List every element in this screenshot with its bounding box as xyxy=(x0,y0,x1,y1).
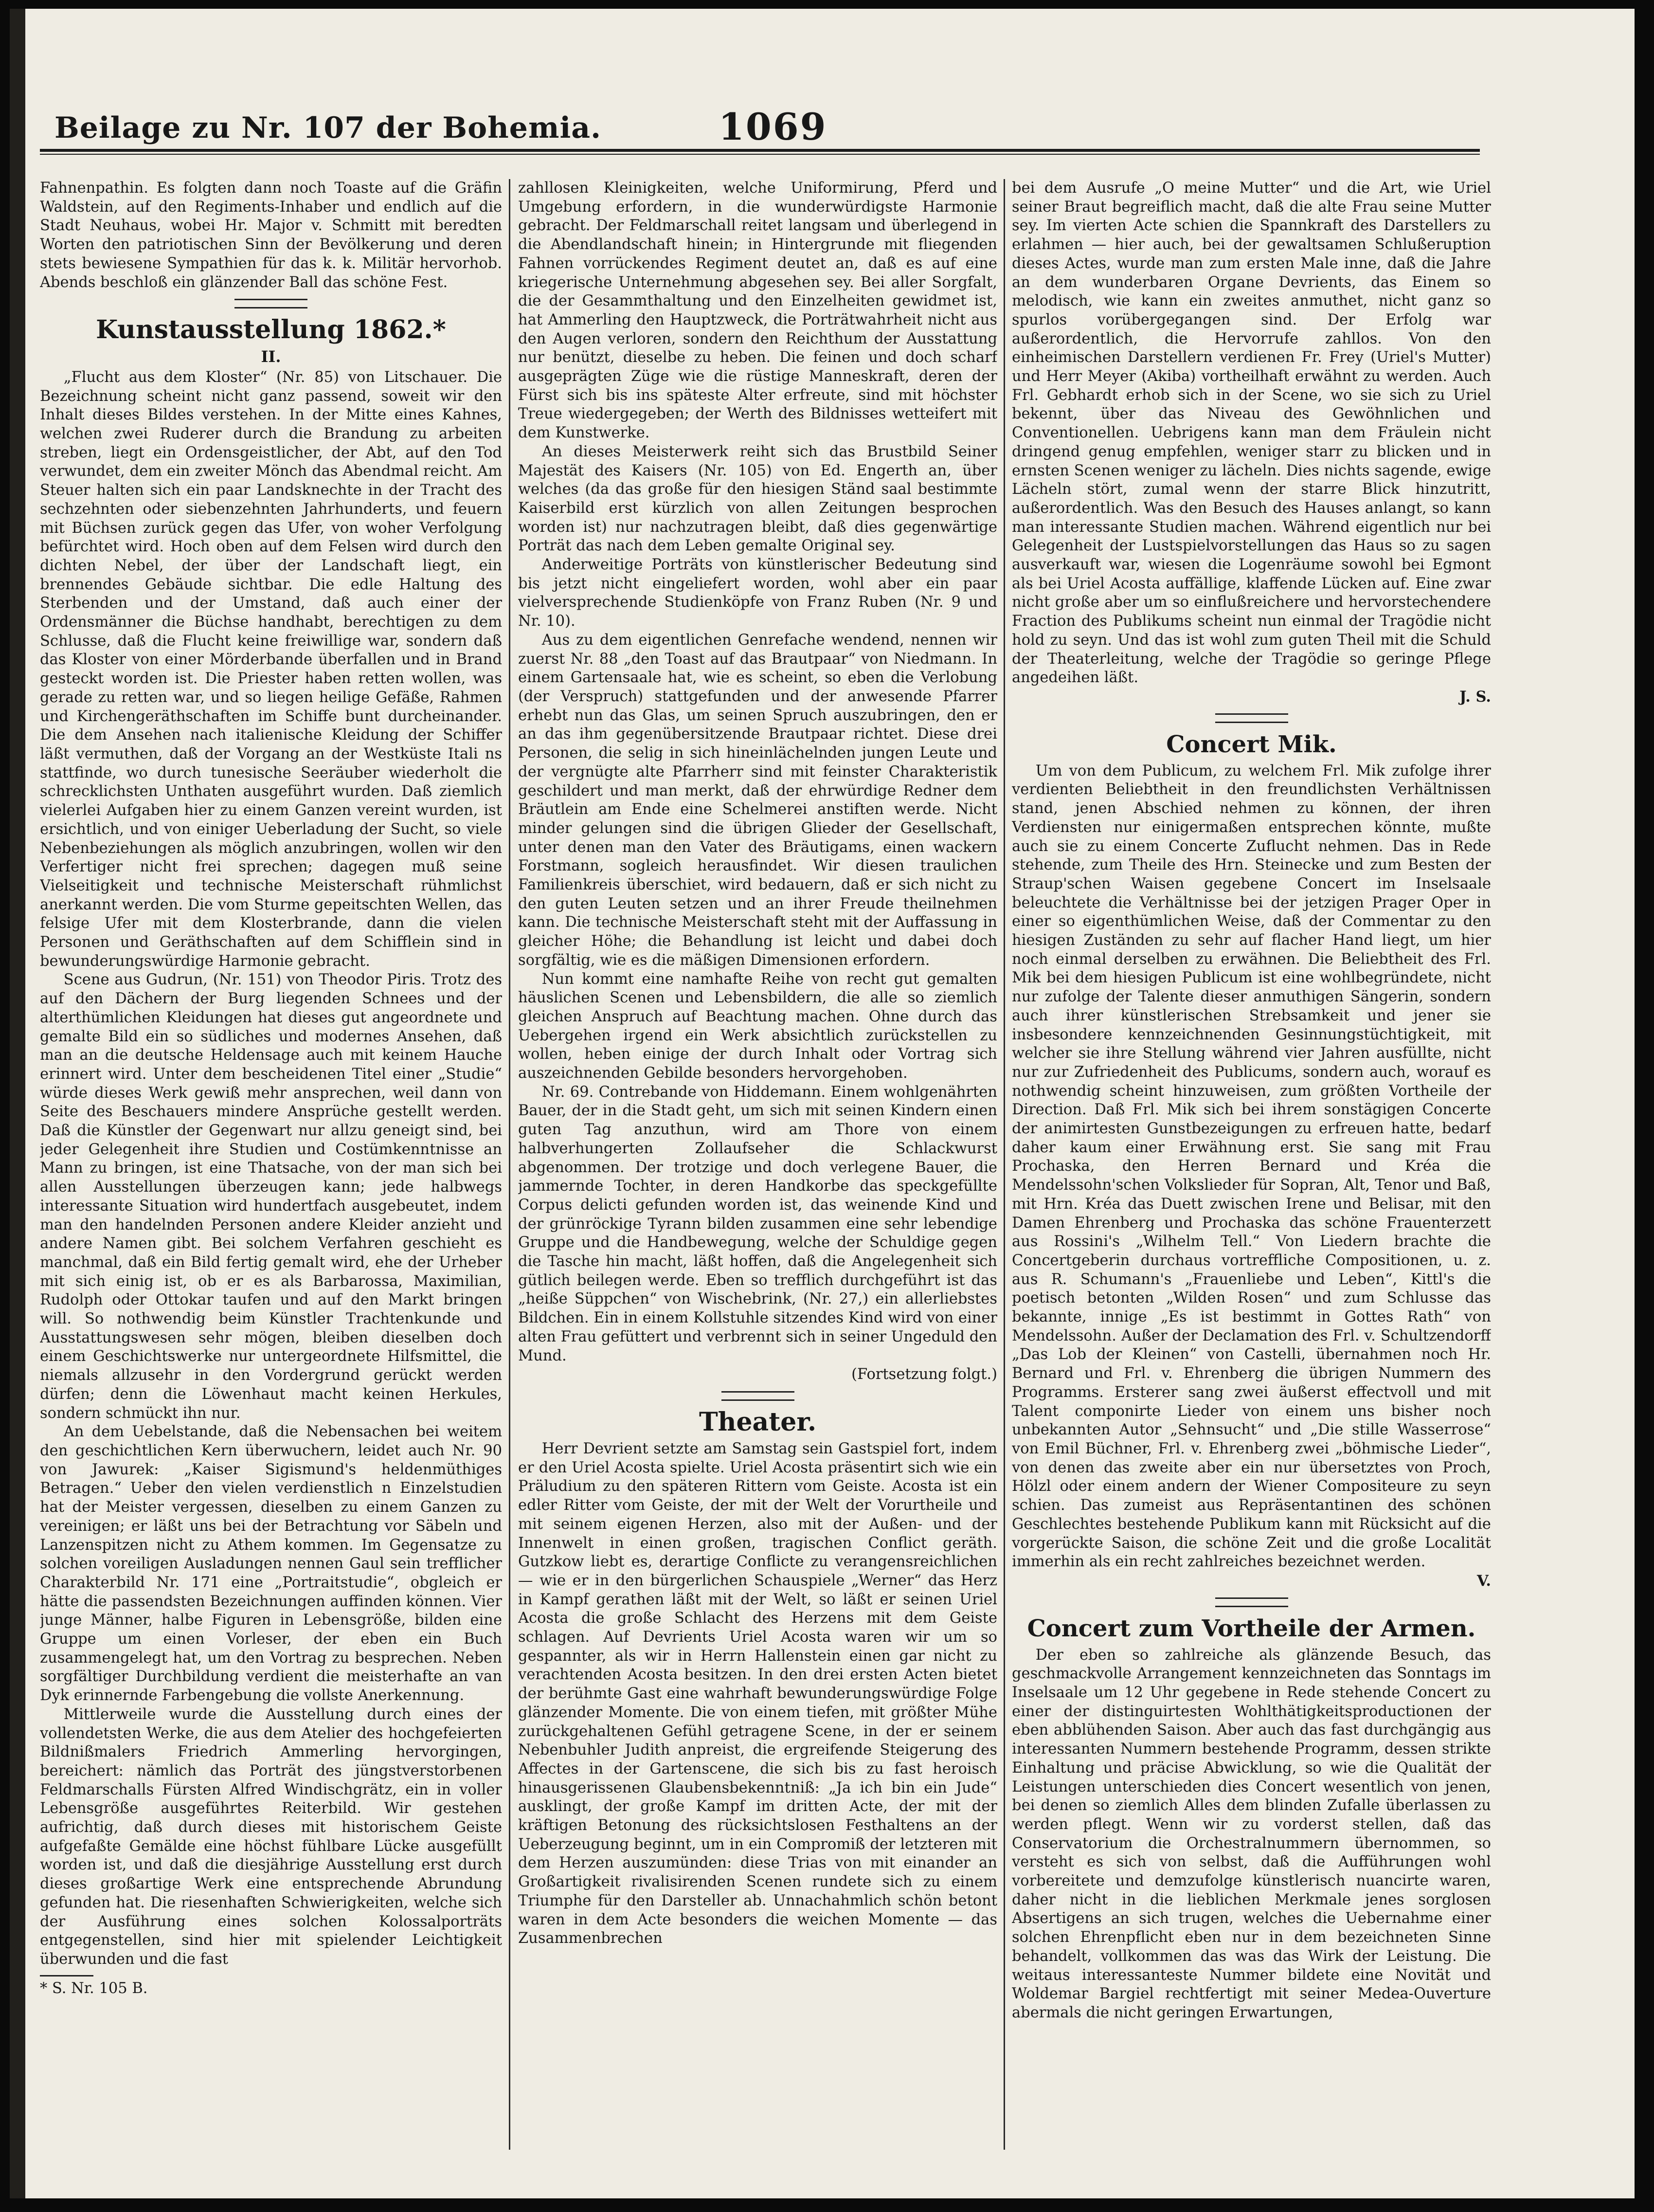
signature: V. xyxy=(1477,1572,1491,1590)
paragraph: Mittlerweile wurde die Ausstellung durch eines der vollendetsten Werke, die aus dem Atelier des hochgefeierten Bildnißmalers Friedrich Ammerling hervorgingen, bereichert: nämlich das Porträt des jüngstverstorbenen Feldmarschalls Fürsten Alfred Windischgrätz, ein in voller Lebensgröße ausgeführtes Reiterbild. Wir gestehen aufrichtig, daß durch dieses mit historischem Geiste aufgefaßte Gemälde eine höchst fühlbare Lücke ausgefüllt worden ist, und daß die diesjährige Ausstellung erst durch dieses großartige Werk eine entsprechende Abrundung gefunden hat. Die riesenhaften Schwierigkeiten, welche sich der Ausführung eines solchen Kolossalporträts entgegenstellen, sind hier mit spielender Leichtigkeit überwunden und die fast xyxy=(40,1705,502,1968)
paragraph: Der eben so zahlreiche als glänzende Besuch, das geschmackvolle Arrangement kennzeichneten das Sonntags im Inselsaale um 12 Uhr gegebene in Rede stehende Concert zu einer der distinguirtesten Wohlthätigkeitsproductionen der eben abblühenden Saison. Aber auch das fast durchgängig aus interessanten Nummern bestehende Programm, dessen strikte Einhaltung und präcise Abwicklung, so wie die Qualität der Leistungen unterschieden dies Concert wesentlich von jenen, bei denen so ziemlich Alles dem blinden Zufalle überlassen zu werden pflegt. Wenn wir zu vorderst stellen, daß das Conservatorium die Orchestralnummern übernommen, so versteht es sich von selbst, daß die Aufführungen wohl vorbereitete und demzufolge künstlerisch nuancirte waren, daher nicht in die lieblichen Merkmale jenes sorglosen Absertigens an sich trugen, welches die Uebernahme einer solchen Ehrenpflicht eben nur in dem bezeichneten Sinne behandelt, vollkommen das was das Wirk der Leistung. Die weitaus interessanteste Nummer bildete eine Novität und Woldemar Bargiel rechtfertigt mit seiner Medea-Ouverture abermals die nicht geringen Erwartungen, xyxy=(1012,1646,1491,2021)
theater-title: Theater. xyxy=(699,1407,817,1437)
paragraph: Anderweitige Porträts von künstlerischer Bedeutung sind bis jetzt nicht eingeliefert worden, wohl aber ein paar vielversprechende Studienköpfe von Franz Ruben (Nr. 9 und Nr. 10). xyxy=(518,556,997,630)
paragraph: Herr Devrient setzte am Samstag sein Gastspiel fort, indem er den Uriel Acosta spielte. Uriel Acosta präsentirt sich wie ein Präludium zu den späteren Rittern vom Geiste. Acosta ist ein edler Ritter vom Geiste, der mit der Welt der Vorurtheile und mit seinem eigenen Herzen, also mit der Außen- und der Innenwelt in einen großen, tragischen Conflict geräth. Gutzkow liebt es, derartige Conflicte zu verangensreichlichen — wie er in den bürgerlichen Schauspiele „Werner“ das Herz in Kampf gerathen läßt mit der Welt, so läßt er seinen Uriel Acosta die große Schlacht des Herzens mit dem Geiste schlagen. Auf Devrients Uriel Acosta waren wir um so gespannter, als wir in Herrn Hallenstein einen gar nicht zu verachtenden Acosta besitzen. In den drei ersten Acten bietet der berühmte Gast eine wahrhaft bewunderungswürdige Folge glänzender Momente. Die von einem tiefen, mit größter Mühe zurückgehaltenen Gefühl getragene Scene, in der er seinem Nebenbuhler Judith anpreist, die ergreifende Steigerung des Affectes in der Gartenscene, die sich bis zu fast heroisch hinausgerissenen Glaubensbekenntniß: „Ja ich bin ein Jude“ ausklingt, der große Kampf im dritten Acte, der mit der kräftigen Betonung des rücksichtslosen Festhaltens an der Ueberzeugung beginnt, um in ein Compromiß der letzteren mit dem Herzen auszumünden: diese Trias von mit einander an Großartigkeit rivalisirenden Scenen rundete sich zu einem Triumphe für den Darsteller ab. Unnachahmlich schön betont waren in dem Acte besonders die weichen Momente — das Zusammenbrechen xyxy=(518,1440,997,1947)
paragraph: An dieses Meisterwerk reiht sich das Brustbild Seiner Majestät des Kaisers (Nr. 105) von Ed. Engerth an, über welches (da das große für den hiesigen Ständ saal bestimmte Kaiserbild erst kürzlich von allen Zeitungen besprochen worden ist) nur nachzutragen bleibt, daß dies gegenwärtige Porträt das nach dem Leben gemalte Original sey. xyxy=(518,443,997,555)
header-rule xyxy=(40,149,1480,152)
column-divider xyxy=(509,179,510,2150)
paragraph: Nun kommt eine namhafte Reihe von recht gut gemalten häuslichen Scenen und Lebensbildern, die alle so ziemlich gleichen Anspruch auf Beachtung machen. Ohne durch das Uebergehen irgend ein Werk absichtlich zurückstellen zu wollen, heben einige der durch Inhalt oder Vortrag sich auszeichnenden Gebilde besonders hervorgehoben. xyxy=(518,970,997,1082)
newspaper-page xyxy=(10,9,1635,2198)
page-number: 1069 xyxy=(719,105,827,148)
paragraph: Scene aus Gudrun, (Nr. 151) von Theodor Piris. Trotz des auf den Dächern der Burg liegenden Schnees und der alterthümlichen Kleidungen hat dieses gut angeordnete und gemalte Bild ein so südliches und modernes Ansehen, daß man an die deutsche Heldensage auch mit keinem Hauche erinnert wird. Unter dem bescheidenen Titel einer „Studie“ würde dieses Werk gewiß mehr ansprechen, weil dann von Seite des Beschauers mindere Ansprüche gestellt werden. Daß die Künstler der Gegenwart nur allzu geneigt sind, bei jeder Gelegenheit ihre Studien und Costümkenntnisse an Mann zu bringen, ist eine Thatsache, von der man sich bei allen Ausstellungen überzeugen kann; jede halbwegs interessante Situation wird hundertfach ausgebeutet, indem man den handelnden Personen andere Kleider anzieht und andere Namen gibt. Bei solchem Verfahren geschieht es manchmal, daß ein Bild fertig gemalt wird, ehe der Urheber mit sich einig ist, ob er es als Barbarossa, Maximilian, Rudolph oder Ottokar taufen und auf den Markt bringen will. So nothwendig beim Künstler Trachtenkunde und Ausstattungswesen sehr mögen, bleiben dieselben doch einem Geschichtswerke nur untergeordnete Hilfsmittel, die niemals allzusehr in den Vordergrund gerückt werden dürfen; denn die Löwenhaut macht keinen Herkules, sondern schmückt ihn nur. xyxy=(40,971,502,1422)
column-2 xyxy=(518,179,997,2135)
paragraph: An dem Uebelstande, daß die Nebensachen bei weitem den geschichtlichen Kern überwuchern, leidet auch Nr. 90 von Jawurek: „Kaiser Sigismund's heldenmüthiges Betragen.“ Ueber den vielen verdienstlich n Einzelstudien hat der Meister vergessen, dieselben zu einem Ganzen zu vereinigen; er läßt uns bei der Betrachtung vor Säbeln und Lanzenspitzen nicht zu Athem kommen. Im Gegensatze zu solchen voreiligen Ausladungen nennen Gaul sein trefflicher Charakterbild Nr. 171 eine „Portraitstudie“, obgleich er hätte die passendsten Bezeichnungen auffinden können. Vier junge Männer, halbe Figuren in Lebensgröße, bilden eine Gruppe um einen Vorleser, der eben ein Buch zusammengelegt hat, um den Vortrag zu besprechen. Neben sorgfältiger Durchbildung verdient die meisterhafte an van Dyk erinnernde Farbengebung die vollste Anerkennung. xyxy=(40,1423,502,1704)
section-separator xyxy=(1215,713,1288,723)
paragraph: Um von dem Publicum, zu welchem Frl. Mik zufolge ihrer verdienten Beliebtheit in den freundlichsten Verhältnissen stand, jenen Abschied nehmen zu können, der ihren Verdiensten nur einigermaßen entsprechen könnte, mußte auch sie zu einem Concerte Zuflucht nehmen. Das in Rede stehende, zum Theile des Hrn. Steinecke und zum Besten der Straup'schen Waisen gegebene Concert im Inselsaale beleuchtete die Verhältnisse bei der jetzigen Prager Oper in einer so eigenthümlichen Weise, daß der Commentar zu den hiesigen Zuständen zu sehr auf flacher Hand liegt, um hier noch einmal derselben zu erwähnen. Die Beliebtheit des Frl. Mik bei dem hiesigen Publicum ist eine wohlbegründete, nicht nur zufolge der Talente dieser anmuthigen Sängerin, sondern auch ihrer künstlerischen Strebsamkeit und jener sie insbesondere kennzeichnenden Gesinnungstüchtigkeit, mit welcher sie ihre Stellung während vier Jahren ausfüllte, nicht nur zur Zufriedenheit des Publicums, sondern auch, worauf es nothwendig scheint hinzuweisen, zum größten Vortheile der Direction. Daß Frl. Mik sich bei ihrem sonstägigen Concerte der animirtesten Gunstbezeigungen zu erfreuen hatte, bedarf daher kaum einer Erwähnung erst. Sie sang mit Frau Prochaska, den Herren Bernard und Kréa die Mendelssohn'schen Volkslieder für Sopran, Alt, Tenor und Baß, mit Hrn. Kréa das Duett zwischen Irene und Belisar, mit den Damen Ehrenberg und Prochaska das schöne Frauenterzett aus Rossini's „Wilhelm Tell.“ Von Liedern brachte die Concertgeberin durchaus vortreffliche Compositionen, u. z. aus R. Schumann's „Frauenliebe und Leben“, Kittl's die poetisch betonten „Wilden Rosen“ und zum Schlusse das bekannte, innige „Es ist bestimmt in Gottes Rath“ von Mendelssohn. Außer der Declamation des Frl. v. Schultzendorff „Das Lob der Kleinen“ von Castelli, übernahmen noch Hr. Bernard und Frl. v. Ehrenberg die übrigen Nummern des Programms. Ersterer sang zwei äußerst effectvoll und mit Talent componirte Lieder von einem uns bisher noch unbekannten Autor „Sehnsucht“ und „Die stille Wasserrose“ von Emil Büchner, Frl. v. Ehrenberg zwei „böhmische Lieder“, von denen das zweite aber ein nur übersetztes von Proch, Hölzl oder einem andern der Wiener Compositeure zu seyn schien. Das zumeist aus Repräsentantinen des schönen Geschlechtes bestehende Publikum kann mit Rücksicht auf die vorgerückte Saison, die schöne Zeit und die große Localität immerhin als ein recht zahlreiches bezeichnet werden. xyxy=(1012,762,1491,1571)
continuation-note: (Fortsetzung folgt.) xyxy=(851,1366,997,1383)
footnote-rule xyxy=(40,1975,93,1976)
column-divider xyxy=(1004,179,1005,2150)
paragraph: zahllosen Kleinigkeiten, welche Uniformirung, Pferd und Umgebung erfordern, in die wunderwürdigste Harmonie gebracht. Der Feldmarschall reitet langsam und überlegend in die Abendlandschaft hinein; in Hintergrunde mit fliegenden Fahnen vorrückendes Regiment deutet an, daß es auf eine kriegerische Unternehmung abgesehen sey. Bei aller Sorgfalt, die der Gesammthaltung und den Einzelheiten gewidmet ist, hat Ammerling den Hauptzweck, die Porträtwahrheit nicht aus den Augen verloren, sondern den Reichthum der Ausstattung nur benützt, dieselbe zu heben. Die feinen und doch scharf ausgeprägten Züge wie die rüstige Manneskraft, deren der Fürst sich bis ins späteste Alter erfreute, sind mit höchster Treue wiedergegeben; der Werth des Bildnisses wetteifert mit dem Kunstwerke. xyxy=(518,180,997,442)
section-separator xyxy=(234,299,307,308)
section-separator xyxy=(721,1391,794,1401)
concert-armen-title: Concert zum Vortheile der Armen. xyxy=(1027,1614,1476,1642)
paragraph: Aus zu dem eigentlichen Genrefache wendend, nennen wir zuerst Nr. 88 „den Toast auf das Brautpaar“ von Niedmann. In einem Gartensaale hat, wie es scheint, so eben die Verlobung (der Verspruch) stattgefunden und der anwesende Pfarrer erhebt nun das Glas, um seinen Spruch auszubringen, den er an das ihm gegenübersitzende Brautpaar richtet. Diese drei Personen, die selig in sich hineinlächelnden jungen Leute und der vergnügte alte Pfarrherr sind mit feinster Charakteristik geschildert und man merkt, daß der ehrwürdige Redner dem Bräutlein am Ende eine Schelmerei anstiften werde. Nicht minder gelungen sind die übrigen Glieder der Gesellschaft, unter denen man den Vater des Bräutigams, einen wackern Forstmann, sogleich herausfindet. Wir diesen traulichen Familienkreis überschiet, wird bedauern, daß er sich nicht zu den guten Leuten setzen und an ihrer Freude theilnehmen kann. Die technische Meisterschaft steht mit der Auffassung in gleicher Höhe; die Behandlung ist leicht und dabei doch sorgfältig, wie es die mäßigen Dimensionen erfordern. xyxy=(518,631,997,969)
supplement-label: Beilage zu Nr. 107 der Bohemia. xyxy=(54,111,602,145)
header-rule-thin xyxy=(40,154,1480,155)
article-part-number: II. xyxy=(261,347,281,366)
concert-mik-title: Concert Mik. xyxy=(1166,730,1337,758)
section-separator xyxy=(1215,1597,1288,1607)
page-header xyxy=(40,91,1480,155)
column-3 xyxy=(1012,179,1491,2135)
binding-edge xyxy=(10,9,25,2198)
footnote: * S. Nr. 105 B. xyxy=(40,1979,148,1997)
article-title: Kunstausstellung 1862.* xyxy=(96,315,446,345)
paragraph: Nr. 69. Contrebande von Hiddemann. Einem wohlgenährten Bauer, der in die Stadt geht, um sich mit seinen Kindern einen guten Tag anzuthun, wird am Thore von einem halbverhungerten Zollaufseher die Schlackwurst abgenommen. Der trotzige und doch verlegene Bauer, die jammernde Tochter, in deren Handkorbe das speckgefüllte Corpus delicti gefunden worden ist, das weinende Kind und der grünröckige Tyrann bilden zusammen eine sehr lebendige Gruppe und die Handbewegung, welche der Schuldige gegen die Tasche hin macht, läßt hoffen, daß die Angelegenheit sich gütlich beilegen werde. Eben so trefflich durchgeführt ist das „heiße Süppchen“ von Wischebrink, (Nr. 27,) ein allerliebstes Bildchen. Ein in einem Kollstuhle sitzendes Kind wird von einer alten Frau gefüttert und verbrennt sich in seiner Ungeduld den Mund. xyxy=(518,1083,997,1364)
column-1 xyxy=(40,179,502,2135)
paragraph: bei dem Ausrufe „O meine Mutter“ und die Art, wie Uriel seiner Braut begreiflich macht, daß die alte Frau seine Mutter sey. Im vierten Acte schien die Spannkraft des Darstellers zu erlahmen — hier auch, bei der gewaltsamen Schlußeruption dieses Actes, wurde man zum ersten Male inne, daß die Jahre an dem wunderbaren Organe Devrients, das Einem so melodisch, wie kann ein zweites anmuthet, nicht ganz so spurlos vorübergegangen sind. Der Erfolg war außerordentlich, die Hervorrufe zahllos. Von den einheimischen Darstellern verdienen Fr. Frey (Uriel's Mutter) und Herr Meyer (Akiba) vortheilhaft erwähnt zu werden. Auch Frl. Gebhardt erhob sich in der Scene, wo sie sich zu Uriel bekennt, über das Niveau des Gewöhnlichen und Conventionellen. Uebrigens kann man dem Fräulein nicht dringend genug empfehlen, weniger starr zu blicken und in ernsten Scenen weniger zu lächeln. Dies nichts sagende, ewige Lächeln stört, zumal wenn der starre Blick hinzutritt, außerordentlich. Was den Besuch des Hauses anlangt, so kann man interessante Studien machen. Während eigentlich nur bei Gelegenheit der Lustspielvorstellungen das Haus so zu sagen ausverkauft war, wiesen die Logenräume sowohl bei Egmont als bei Uriel Acosta auffällige, klaffende Lücken auf. Eine zwar nicht große aber um so einflußreichere und hervorstechendere Fraction des Publikums scheint nun einmal der Tragödie nicht hold zu seyn. Und das ist wohl zum guten Theil mit die Schuld der Theaterleitung, welche der Tragödie so geringe Pflege angedeihen läßt. xyxy=(1012,180,1491,687)
paragraph: Fahnenpathin. Es folgten dann noch Toaste auf die Gräfin Waldstein, auf den Regiments-Inhaber und endlich auf die Stadt Neuhaus, wobei Hr. Major v. Schmitt mit beredten Worten den patriotischen Sinn der Bevölkerung und deren stets bewiesene Sympathien für das k. k. Militär hervorhob. Abends beschloß ein glänzender Ball das schöne Fest. xyxy=(40,180,502,291)
signature: J. S. xyxy=(1459,688,1491,706)
paragraph: „Flucht aus dem Kloster“ (Nr. 85) von Litschauer. Die Bezeichnung scheint nicht ganz passend, soweit wir den Inhalt dieses Bildes verstehen. In der Mitte eines Kahnes, welchen zwei Ruderer durch die Brandung zu arbeiten streben, liegt ein Ordensgeistlicher, der Abt, auf den Tod verwundet, dem ein zweiter Mönch das Abendmal reicht. Am Steuer halten sich ein paar Landsknechte in der Tracht des sechzehnten oder siebenzehnten Jahrhunderts, und feuern mit Büchsen zurück gegen das Ufer, von woher Verfolgung befürchtet wird. Hoch oben auf dem Felsen wird durch den dichten Nebel, der über der Landschaft liegt, ein brennendes Gebäude sichtbar. Die edle Haltung des Sterbenden und der Umstand, daß auch einer der Ordensmänner die Büchse handhabt, berechtigen zu dem Schlusse, daß die Flucht keine freiwillige war, sondern daß das Kloster von einer Mörderbande überfallen und in Brand gesteckt worden ist. Die Priester haben retten wollen, was gerade zu retten war, und so liegen heilige Gefäße, Rahmen und Kirchengeräthschaften im Schiffe bunt durcheinander. Die dem Ansehen nach italienische Kleidung der Schiffer läßt vermuthen, daß der Vorgang an der Westküste Itali ns stattfinde, wo durch tunesische Seeräuber wiederholt die schrecklichsten Unthaten ausgeführt wurden. Daß ziemlich vielerlei Aufgaben hier zu einem Ganzen vereint wurden, ist ersichtlich, und von einiger Ueberladung der Sucht, so viele Nebenbeziehungen als möglich anzubringen, wollen wir den Verfertiger nicht frei sprechen; dagegen muß seine Vielseitigkeit und technische Meisterschaft rühmlichst anerkannt werden. Die vom Sturme gepeitschten Wellen, das felsige Ufer mit dem Klosterbrande, dann die vielen Personen und Geräthschaften auf dem Schifflein sind in bewunderungswürdige Harmonie gebracht. xyxy=(40,368,502,970)
